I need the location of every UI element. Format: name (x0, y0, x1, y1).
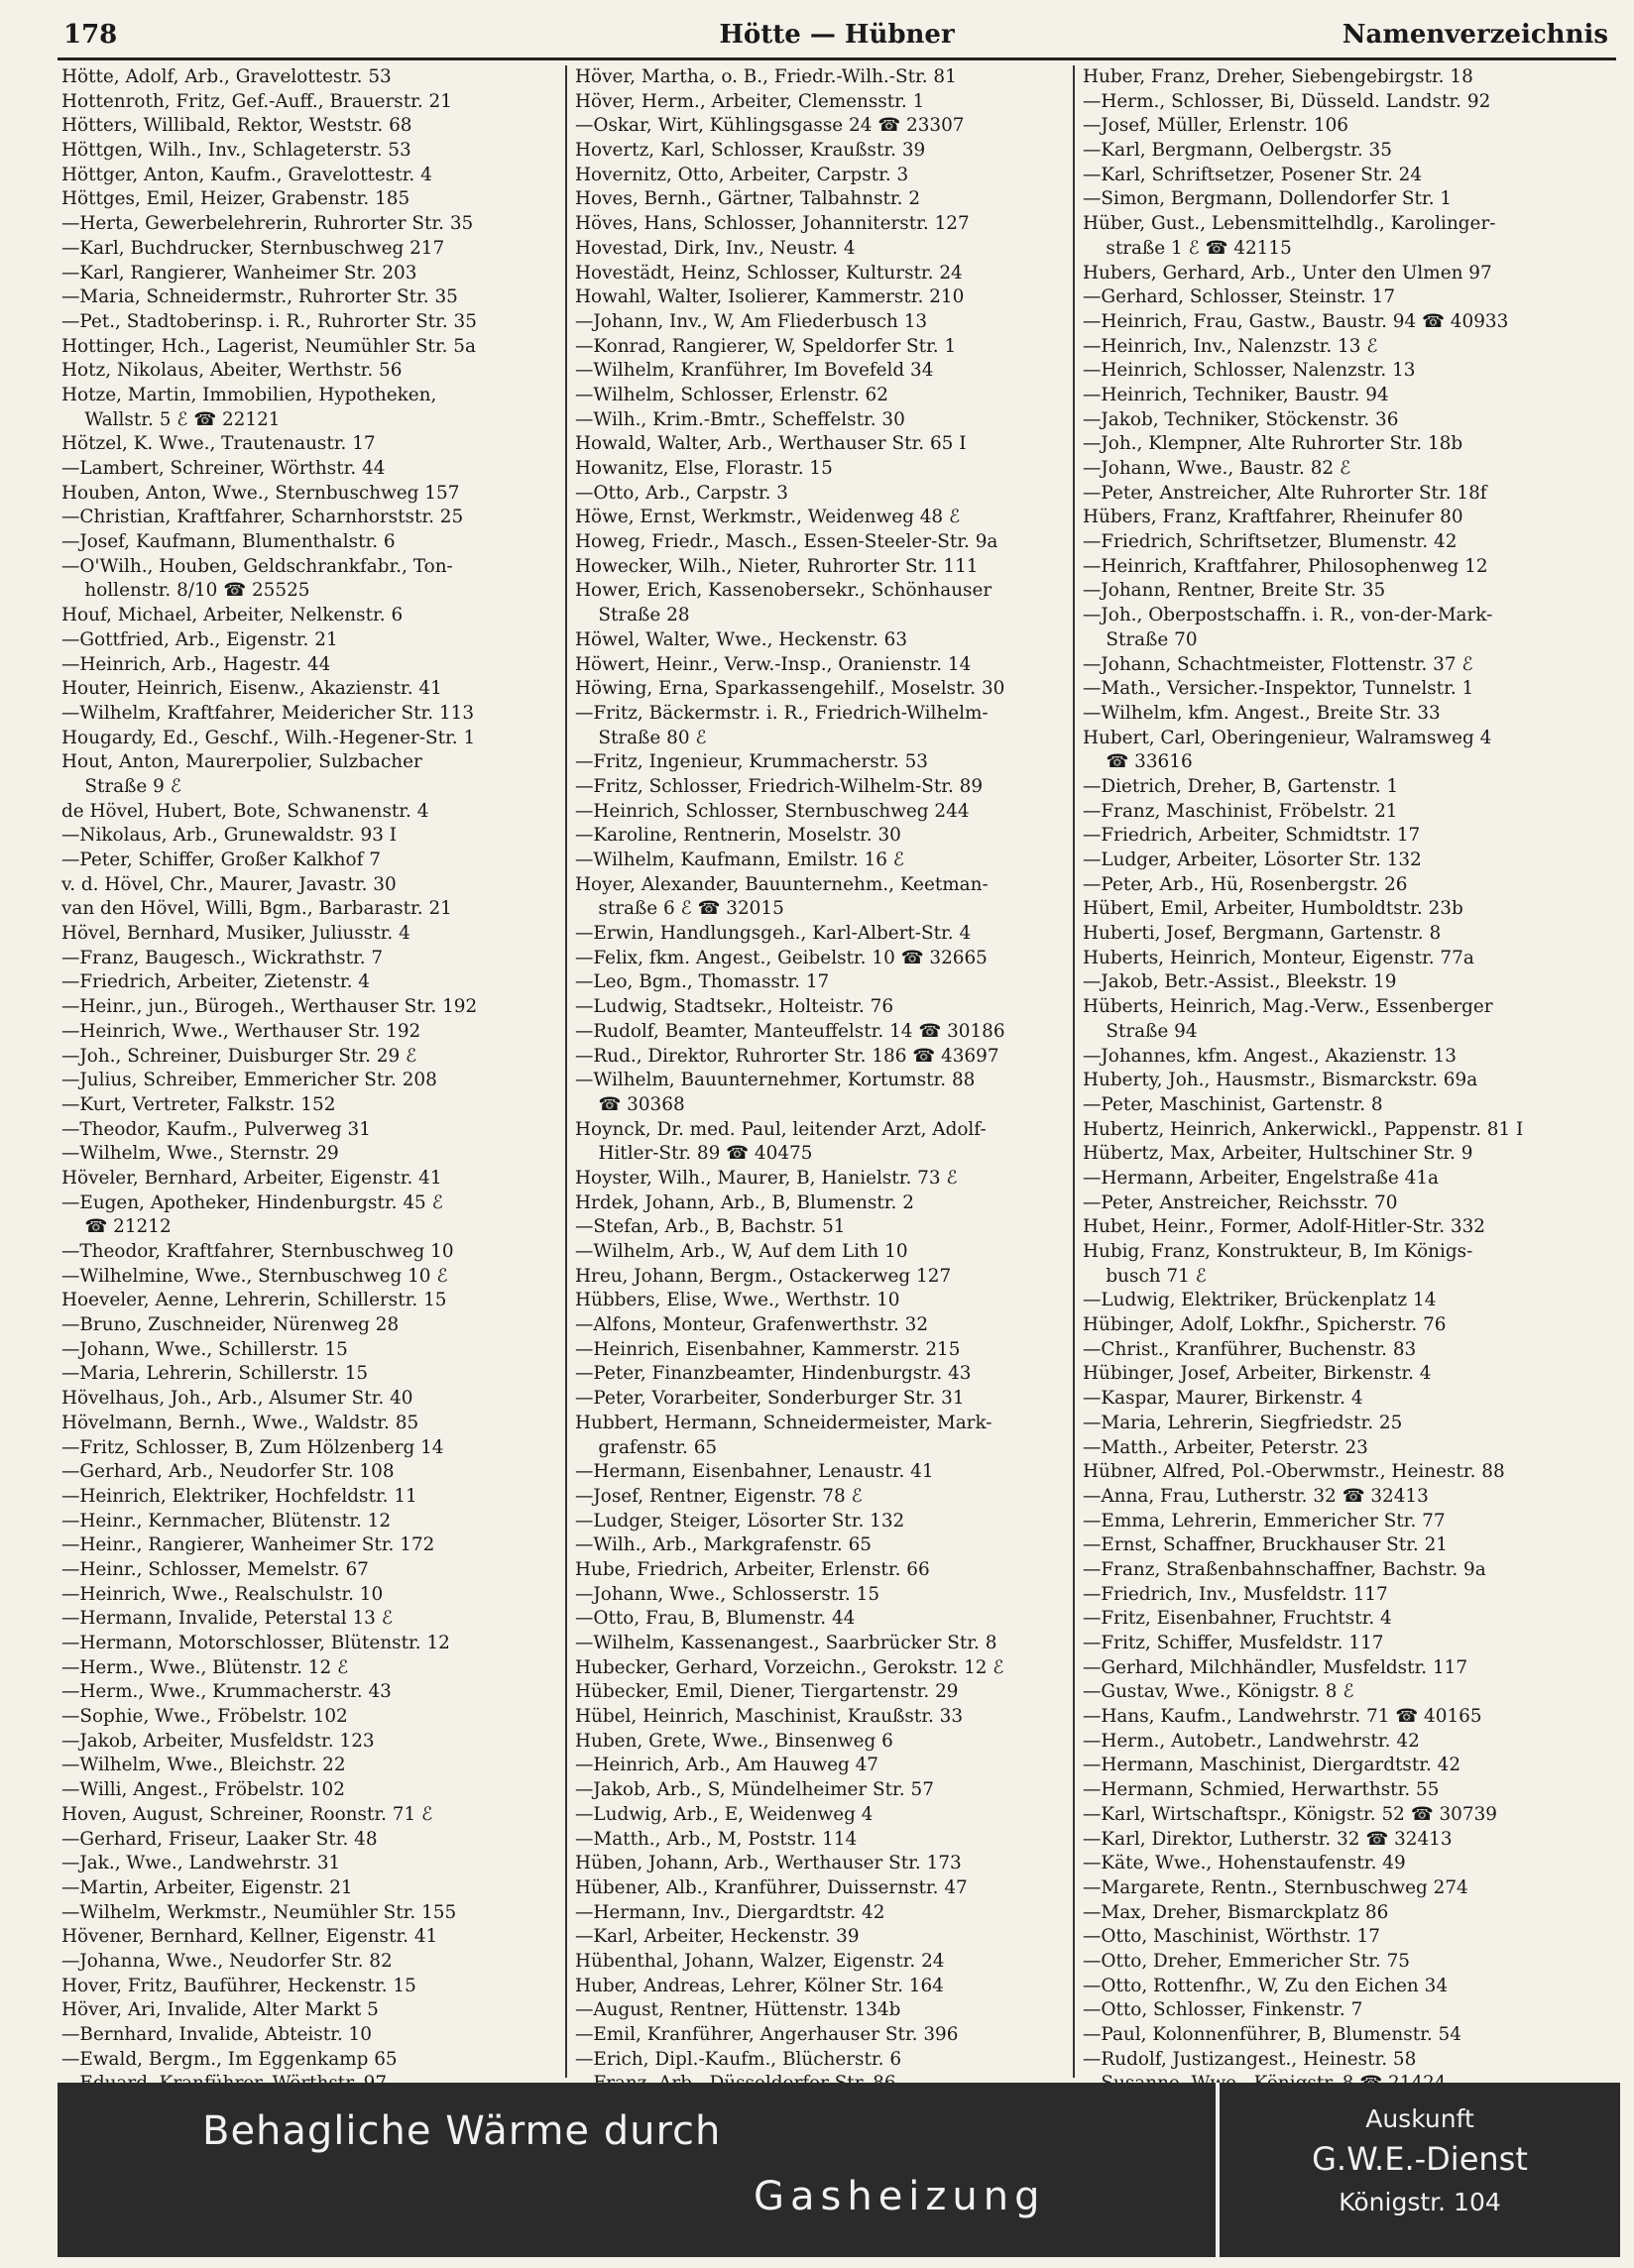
directory-entry: Houf, Michael, Arbeiter, Nelkenstr. 6 (61, 605, 404, 626)
directory-entry: —Christ., Kranführer, Buchenstr. 83 (1083, 1338, 1417, 1360)
directory-entry: —Ewald, Bergm., Im Eggenkamp 65 (61, 2048, 398, 2070)
directory-entry: Hottenroth, Fritz, Gef.-Auff., Brauerstr. 21 (61, 90, 452, 112)
directory-entry: —Gottfried, Arb., Eigenstr. 21 (61, 628, 338, 650)
directory-entry: —Hermann, Maschinist, Diergardtstr. 42 (1083, 1755, 1461, 1776)
directory-entry: Hubecker, Gerhard, Vorzeichn., Gerokstr. 12 ℰ (575, 1656, 1004, 1678)
directory-entry: —Peter, Maschinist, Gartenstr. 8 (1083, 1093, 1383, 1115)
directory-entry: —Wilhelm, Schlosser, Erlenstr. 62 (575, 384, 888, 405)
directory-entry: Howald, Walter, Arb., Werthauser Str. 65 I (575, 433, 967, 455)
directory-entry: —Heinrich, Wwe., Realschulstr. 10 (61, 1583, 384, 1605)
directory-entry: —Wilhelm, Kassenangest., Saarbrücker Str. 8 (575, 1633, 997, 1653)
directory-entry: Höver, Ari, Invalide, Alter Markt 5 (61, 1999, 379, 2021)
ad-contact (1220, 2083, 1620, 2257)
directory-entry: Hovestädt, Heinz, Schlosser, Kulturstr. 24 (575, 262, 963, 284)
directory-entry: Hövel, Bernhard, Musiker, Juliusstr. 4 (61, 923, 410, 945)
directory-entry: ☎ 21212 (61, 1216, 172, 1238)
directory-entry: —Heinrich, Schlosser, Sternbuschweg 244 (575, 800, 970, 822)
directory-entry: Hötte, Adolf, Arb., Gravelottestr. 53 (61, 66, 392, 87)
directory-entry: —Herm., Schlosser, Bi, Düsseld. Landstr. 92 (1083, 90, 1491, 112)
directory-entry: Hubbert, Hermann, Schneidermeister, Mark- (575, 1412, 992, 1433)
directory-entry: straße 6 ℰ ☎ 32015 (575, 898, 784, 920)
directory-entry: —Gerhard, Friseur, Laaker Str. 48 (61, 1828, 378, 1850)
directory-entry: —Peter, Finanzbeamter, Hindenburgstr. 43 (575, 1363, 972, 1385)
directory-entry: —Otto, Frau, B, Blumenstr. 44 (575, 1608, 856, 1630)
directory-entry: —Oskar, Wirt, Kühlingsgasse 24 ☎ 23307 (575, 115, 965, 137)
directory-entry: —Wilh., Arb., Markgrafenstr. 65 (575, 1534, 872, 1556)
directory-column-3 (1083, 65, 1582, 2074)
directory-entry: —Pet., Stadtoberinsp. i. R., Ruhrorter Str. 35 (61, 310, 477, 332)
directory-entry: —Martin, Arbeiter, Eigenstr. 21 (61, 1876, 353, 1898)
directory-column-1 (61, 65, 561, 2074)
directory-entry: busch 71 ℰ (1083, 1265, 1207, 1287)
directory-entry: Hovestad, Dirk, Inv., Neustr. 4 (575, 237, 856, 259)
directory-entry: —Franz, Baugesch., Wickrathstr. 7 (61, 947, 384, 968)
directory-entry: Straße 70 (1083, 628, 1198, 650)
directory-entry: —Lambert, Schreiner, Wörthstr. 44 (61, 458, 386, 479)
directory-entry: —Emil, Kranführer, Angerhauser Str. 396 (575, 2024, 959, 2045)
directory-entry: —Dietrich, Dreher, B, Gartenstr. 1 (1083, 775, 1399, 797)
directory-entry: Wallstr. 5 ℰ ☎ 22121 (61, 408, 281, 430)
running-title: Hötte — Hübner (719, 20, 955, 50)
directory-entry: —Wilhelm, Werkmstr., Neumühler Str. 155 (61, 1901, 457, 1923)
directory-entry: —Sophie, Wwe., Fröbelstr. 102 (61, 1706, 348, 1728)
directory-entry: hollenstr. 8/10 ☎ 25525 (61, 580, 310, 602)
directory-entry: —Johanna, Wwe., Neudorfer Str. 82 (61, 1950, 393, 1972)
directory-entry: Höwe, Ernst, Werkmstr., Weidenweg 48 ℰ (575, 507, 961, 528)
directory-entry: —Heinr., Kernmacher, Blütenstr. 12 (61, 1510, 392, 1531)
directory-entry: —Hermann, Motorschlosser, Blütenstr. 12 (61, 1633, 450, 1653)
directory-entry: —Felix, fkm. Angest., Geibelstr. 10 ☎ 32665 (575, 947, 988, 968)
directory-entry: Hrdek, Johann, Arb., B, Blumenstr. 2 (575, 1191, 914, 1213)
directory-entry: Hübener, Alb., Kranführer, Duissernstr. 47 (575, 1876, 968, 1898)
directory-entry: Hubers, Gerhard, Arb., Unter den Ulmen 97 (1083, 262, 1492, 284)
directory-entry: Huber, Franz, Dreher, Siebengebirgstr. 18 (1083, 66, 1473, 87)
directory-entry: Hubet, Heinr., Former, Adolf-Hitler-Str. 332 (1083, 1216, 1485, 1238)
ad-slogan-line1: Behagliche Wärme durch (202, 2108, 722, 2154)
directory-entry: —Stefan, Arb., B, Bachstr. 51 (575, 1216, 846, 1238)
directory-entry: —Josef, Rentner, Eigenstr. 78 ℰ (575, 1485, 863, 1507)
directory-entry: —Erich, Dipl.-Kaufm., Blücherstr. 6 (575, 2048, 902, 2070)
directory-entry: Hube, Friedrich, Arbeiter, Erlenstr. 66 (575, 1558, 930, 1580)
directory-entry: —Maria, Lehrerin, Schillerstr. 15 (61, 1363, 369, 1385)
directory-entry: Hover, Fritz, Bauführer, Heckenstr. 15 (61, 1975, 416, 1996)
directory-entry: —Jakob, Techniker, Stöckenstr. 36 (1083, 408, 1399, 430)
directory-entry: —Otto, Maschinist, Wörthstr. 17 (1083, 1926, 1380, 1948)
directory-entry: —Otto, Arb., Carpstr. 3 (575, 482, 788, 504)
directory-entry: —Maria, Lehrerin, Siegfriedstr. 25 (1083, 1412, 1403, 1433)
directory-entry: —Gustav, Wwe., Königstr. 8 ℰ (1083, 1681, 1354, 1703)
directory-entry: Straße 9 ℰ (61, 775, 181, 797)
directory-entry: —Karl, Rangierer, Wanheimer Str. 203 (61, 262, 417, 284)
directory-entry: Hübertz, Max, Arbeiter, Hultschiner Str. 9 (1083, 1143, 1473, 1165)
directory-entry: —Josef, Kaufmann, Blumenthalstr. 6 (61, 531, 396, 553)
directory-entry: Hübinger, Josef, Arbeiter, Birkenstr. 4 (1083, 1363, 1432, 1385)
directory-entry: —Hans, Kaufm., Landwehrstr. 71 ☎ 40165 (1083, 1706, 1482, 1728)
directory-entry: —Hermann, Inv., Diergardtstr. 42 (575, 1901, 885, 1923)
directory-entry: Huberts, Heinrich, Monteur, Eigenstr. 77a (1083, 947, 1474, 968)
ad-slogan-line2: Gasheizung (754, 2174, 1046, 2219)
directory-entry: —Karl, Schriftsetzer, Posener Str. 24 (1083, 164, 1423, 185)
directory-entry: —Max, Dreher, Bismarckplatz 86 (1083, 1901, 1389, 1923)
gas-heating-advertisement (58, 2083, 1620, 2257)
directory-entry: Höttgen, Wilh., Inv., Schlageterstr. 53 (61, 140, 411, 162)
directory-entry: —Karoline, Rentnerin, Moselstr. 30 (575, 825, 901, 847)
directory-entry: —Johann, Schachtmeister, Flottenstr. 37 ℰ (1083, 653, 1473, 675)
directory-entry: Höwert, Heinr., Verw.-Insp., Oranienstr. 14 (575, 653, 972, 675)
directory-entry: —Johann, Wwe., Schillerstr. 15 (61, 1338, 348, 1360)
directory-entry: —Heinrich, Arb., Am Hauweg 47 (575, 1755, 878, 1776)
directory-entry: ☎ 33616 (1083, 751, 1193, 773)
directory-entry: —Bernhard, Invalide, Abteistr. 10 (61, 2024, 372, 2045)
directory-entry: —Fritz, Eisenbahner, Fruchtstr. 4 (1083, 1608, 1392, 1630)
directory-entry: —Karl, Bergmann, Oelbergstr. 35 (1083, 140, 1392, 162)
directory-entry: —Josef, Müller, Erlenstr. 106 (1083, 115, 1348, 137)
directory-entry: Hitler-Str. 89 ☎ 40475 (575, 1143, 813, 1165)
directory-entry: Hötzel, K. Wwe., Trautenaustr. 17 (61, 433, 376, 455)
directory-entry: —Leo, Bgm., Thomasstr. 17 (575, 971, 830, 993)
directory-entry: Hout, Anton, Maurerpolier, Sulzbacher (61, 751, 422, 773)
directory-entry: —Erwin, Handlungsgeh., Karl-Albert-Str. 4 (575, 923, 972, 945)
directory-entry: —Johann, Wwe., Baustr. 82 ℰ (1083, 458, 1351, 479)
directory-entry: —Rud., Direktor, Ruhrorter Str. 186 ☎ 43697 (575, 1045, 999, 1067)
directory-entry: —Christian, Kraftfahrer, Scharnhorststr. 25 (61, 507, 464, 528)
directory-entry: Hoeveler, Aenne, Lehrerin, Schillerstr. 15 (61, 1290, 447, 1311)
directory-entry: —August, Rentner, Hüttenstr. 134b (575, 1999, 901, 2021)
directory-entry: —Gerhard, Schlosser, Steinstr. 17 (1083, 286, 1396, 308)
directory-entry: —Konrad, Rangierer, W, Speldorfer Str. 1 (575, 335, 957, 357)
directory-entry: —O'Wilh., Houben, Geldschrankfabr., Ton- (61, 555, 453, 577)
directory-entry: —Peter, Schiffer, Großer Kalkhof 7 (61, 850, 381, 870)
directory-entry: Höwel, Walter, Wwe., Heckenstr. 63 (575, 628, 908, 650)
directory-entry: —Bruno, Zuschneider, Nürenweg 28 (61, 1314, 400, 1336)
directory-entry: Hübbers, Elise, Wwe., Werthstr. 10 (575, 1290, 900, 1311)
directory-entry: Hoves, Bernh., Gärtner, Talbahnstr. 2 (575, 188, 921, 210)
directory-entry: —Gerhard, Milchhändler, Musfeldstr. 117 (1083, 1656, 1468, 1678)
directory-entry: —Julius, Schreiber, Emmericher Str. 208 (61, 1070, 437, 1091)
directory-entry: —Jakob, Arbeiter, Musfeldstr. 123 (61, 1730, 375, 1752)
directory-entry: —Hermann, Eisenbahner, Lenaustr. 41 (575, 1461, 934, 1483)
directory-entry: —Otto, Rottenfhr., W, Zu den Eichen 34 (1083, 1975, 1449, 1996)
directory-entry: —Friedrich, Arbeiter, Zietenstr. 4 (61, 971, 370, 993)
directory-entry: —Friedrich, Arbeiter, Schmidtstr. 17 (1083, 825, 1421, 847)
ad-contact-label: Auskunft (1365, 2104, 1474, 2133)
directory-entry: —Jakob, Arb., S, Mündelheimer Str. 57 (575, 1779, 934, 1801)
directory-entry: Hüben, Johann, Arb., Werthauser Str. 173 (575, 1853, 962, 1874)
directory-entry: —Rudolf, Beamter, Manteuffelstr. 14 ☎ 30186 (575, 1020, 1005, 1042)
directory-entry: Höttges, Emil, Heizer, Grabenstr. 185 (61, 188, 410, 210)
directory-entry: —Wilhelm, kfm. Angest., Breite Str. 33 (1083, 702, 1441, 724)
directory-entry: —Peter, Anstreicher, Reichsstr. 70 (1083, 1191, 1398, 1213)
directory-entry: —Heinrich, Inv., Nalenzstr. 13 ℰ (1083, 335, 1378, 357)
directory-entry: Hübecker, Emil, Diener, Tiergartenstr. 29 (575, 1681, 959, 1703)
page-number: 178 (63, 20, 118, 50)
directory-entry: Hubig, Franz, Konstrukteur, B, Im Königs- (1083, 1241, 1473, 1262)
directory-entry: —Rudolf, Justizangest., Heinestr. 58 (1083, 2048, 1417, 2070)
directory-entry: —Ludger, Arbeiter, Lösorter Str. 132 (1083, 850, 1422, 870)
directory-entry: —Alfons, Monteur, Grafenwerthstr. 32 (575, 1314, 929, 1336)
directory-entry: Houter, Heinrich, Eisenw., Akazienstr. 41 (61, 678, 442, 700)
directory-entry: Hübinger, Adolf, Lokfhr., Spicherstr. 76 (1083, 1314, 1447, 1336)
directory-entry: Huber, Andreas, Lehrer, Kölner Str. 164 (575, 1975, 944, 1996)
page-header (58, 14, 1616, 60)
directory-entry: —Karl, Arbeiter, Heckenstr. 39 (575, 1926, 860, 1948)
directory-entry: —Ludwig, Arb., E, Weidenweg 4 (575, 1803, 874, 1825)
directory-entry: —Herta, Gewerbelehrerin, Ruhrorter Str. 35 (61, 213, 474, 235)
directory-entry: —Hermann, Arbeiter, Engelstraße 41a (1083, 1167, 1440, 1189)
directory-entry: Huberty, Joh., Hausmstr., Bismarckstr. 69a (1083, 1070, 1478, 1091)
directory-entry: Hreu, Johann, Bergm., Ostackerweg 127 (575, 1265, 952, 1287)
directory-entry: —Heinrich, Schlosser, Nalenzstr. 13 (1083, 360, 1416, 382)
directory-entry: —Wilhelmine, Wwe., Sternbuschweg 10 ℰ (61, 1265, 448, 1287)
directory-entry: Hotz, Nikolaus, Abeiter, Werthstr. 56 (61, 360, 403, 382)
directory-entry: —Ludwig, Elektriker, Brückenplatz 14 (1083, 1290, 1437, 1311)
directory-entry: —Herm., Wwe., Blütenstr. 12 ℰ (61, 1656, 349, 1678)
directory-entry: —Maria, Schneidermstr., Ruhrorter Str. 35 (61, 286, 458, 308)
directory-entry: —Peter, Anstreicher, Alte Ruhrorter Str. 18f (1083, 482, 1487, 504)
section-title: Namenverzeichnis (1342, 20, 1608, 50)
directory-entry: —Fritz, Schiffer, Musfeldstr. 117 (1083, 1633, 1384, 1653)
directory-entry: Hübert, Emil, Arbeiter, Humboldtstr. 23b (1083, 898, 1463, 920)
column-divider (565, 65, 567, 2078)
directory-entry: Hoynck, Dr. med. Paul, leitender Arzt, Adolf- (575, 1118, 987, 1140)
directory-entry: Hübers, Franz, Kraftfahrer, Rheinufer 80 (1083, 507, 1463, 528)
column-divider (1073, 65, 1075, 2078)
directory-entry: Howahl, Walter, Isolierer, Kammerstr. 210 (575, 286, 965, 308)
directory-entry: —Johann, Rentner, Breite Str. 35 (1083, 580, 1386, 602)
directory-entry: Hötters, Willibald, Rektor, Weststr. 68 (61, 115, 412, 137)
directory-entry: —Jak., Wwe., Landwehrstr. 31 (61, 1853, 341, 1874)
directory-entry: Straße 28 (575, 605, 690, 626)
directory-entry: —Fritz, Schlosser, Friedrich-Wilhelm-Str. 89 (575, 775, 984, 797)
directory-entry: —Margarete, Rentn., Sternbuschweg 274 (1083, 1876, 1468, 1898)
directory-entry: —Wilhelm, Kranführer, Im Bovefeld 34 (575, 360, 934, 382)
directory-entry: —Paul, Kolonnenführer, B, Blumenstr. 54 (1083, 2024, 1461, 2045)
directory-entry: Höves, Hans, Schlosser, Johanniterstr. 127 (575, 213, 970, 235)
directory-entry: —Johann, Inv., W, Am Fliederbusch 13 (575, 310, 928, 332)
directory-entry: —Ernst, Schaffner, Bruckhauser Str. 21 (1083, 1534, 1448, 1556)
directory-entry: —Matth., Arb., M, Poststr. 114 (575, 1828, 858, 1850)
directory-entry: Hubertz, Heinrich, Ankerwickl., Pappenstr. 81 I (1083, 1118, 1524, 1140)
directory-entry: Howanitz, Else, Florastr. 15 (575, 458, 833, 479)
directory-entry: Hüberts, Heinrich, Mag.-Verw., Essenberger (1083, 996, 1493, 1018)
directory-entry: —Heinrich, Techniker, Baustr. 94 (1083, 384, 1389, 405)
directory-entry: —Kurt, Vertreter, Falkstr. 152 (61, 1093, 336, 1115)
directory-entry: —Wilh., Krim.-Bmtr., Scheffelstr. 30 (575, 408, 905, 430)
directory-entry: de Hövel, Hubert, Bote, Schwanenstr. 4 (61, 800, 429, 822)
directory-entry: —Math., Versicher.-Inspektor, Tunnelstr. 1 (1083, 678, 1474, 700)
directory-entry: —Friedrich, Schriftsetzer, Blumenstr. 42 (1083, 531, 1458, 553)
directory-entry: —Joh., Schreiner, Duisburger Str. 29 ℰ (61, 1045, 417, 1067)
directory-entry: —Friedrich, Inv., Musfeldstr. 117 (1083, 1583, 1388, 1605)
ad-slogan (58, 2083, 1214, 2257)
directory-entry: —Heinrich, Kraftfahrer, Philosophenweg 12 (1083, 555, 1488, 577)
directory-entry: Höver, Herm., Arbeiter, Clemensstr. 1 (575, 90, 925, 112)
directory-entry: —Peter, Vorarbeiter, Sonderburger Str. 31 (575, 1388, 965, 1410)
directory-entry: —Herm., Wwe., Krummacherstr. 43 (61, 1681, 392, 1703)
directory-entry: —Matth., Arbeiter, Peterstr. 23 (1083, 1436, 1368, 1458)
directory-entry: —Wilhelm, Kraftfahrer, Meidericher Str. 113 (61, 702, 475, 724)
directory-entry: Hower, Erich, Kassenobersekr., Schönhauser (575, 580, 992, 602)
directory-entry: Hougardy, Ed., Geschf., Wilh.-Hegener-Str. 1 (61, 727, 476, 748)
directory-entry: —Wilhelm, Bauunternehmer, Kortumstr. 88 (575, 1070, 976, 1091)
directory-entry: Hubert, Carl, Oberingenieur, Walramsweg 4 (1083, 727, 1492, 748)
directory-entry: —Wilhelm, Kaufmann, Emilstr. 16 ℰ (575, 850, 904, 870)
directory-entry: —Peter, Arb., Hü, Rosenbergstr. 26 (1083, 873, 1408, 895)
directory-entry: Höveler, Bernhard, Arbeiter, Eigenstr. 41 (61, 1167, 442, 1189)
directory-entry: —Heinr., Schlosser, Memelstr. 67 (61, 1558, 369, 1580)
directory-entry: Hüber, Gust., Lebensmittelhdlg., Karolinger- (1083, 213, 1496, 235)
directory-entry: —Heinrich, Elektriker, Hochfeldstr. 11 (61, 1485, 417, 1507)
directory-entry: —Ludwig, Stadtsekr., Holteistr. 76 (575, 996, 894, 1018)
directory-entry: Hübel, Heinrich, Maschinist, Kraußstr. 33 (575, 1706, 964, 1728)
directory-entry: —Heinr., Rangierer, Wanheimer Str. 172 (61, 1534, 435, 1556)
directory-entry: Höver, Martha, o. B., Friedr.-Wilh.-Str. 81 (575, 66, 957, 87)
directory-entry: Howeg, Friedr., Masch., Essen-Steeler-Str. 9a (575, 531, 998, 553)
directory-entry: —Fritz, Bäckermstr. i. R., Friedrich-Wilhelm- (575, 702, 989, 724)
directory-entry: —Fritz, Ingenieur, Krummacherstr. 53 (575, 751, 929, 773)
directory-entry: —Simon, Bergmann, Dollendorfer Str. 1 (1083, 188, 1453, 210)
directory-entry: Hövelmann, Bernh., Wwe., Waldstr. 85 (61, 1412, 419, 1433)
directory-entry: —Eugen, Apotheker, Hindenburgstr. 45 ℰ (61, 1191, 443, 1213)
directory-entry: Hovernitz, Otto, Arbeiter, Carpstr. 3 (575, 164, 909, 185)
directory-entry: Hübenthal, Johann, Walzer, Eigenstr. 24 (575, 1950, 945, 1972)
directory-entry: —Franz, Maschinist, Fröbelstr. 21 (1083, 800, 1398, 822)
directory-column-2 (575, 65, 1075, 2074)
directory-entry: —Herm., Autobetr., Landwehrstr. 42 (1083, 1730, 1420, 1752)
directory-entry: Howecker, Wilh., Nieter, Ruhrorter Str. 111 (575, 555, 979, 577)
directory-entry: —Karl, Buchdrucker, Sternbuschweg 217 (61, 237, 445, 259)
directory-entry: Hotze, Martin, Immobilien, Hypotheken, (61, 384, 437, 405)
directory-columns (58, 65, 1616, 2074)
directory-entry: —Hermann, Schmied, Herwarthstr. 55 (1083, 1779, 1440, 1801)
directory-entry: —Fritz, Schlosser, B, Zum Hölzenberg 14 (61, 1436, 444, 1458)
directory-entry: —Jakob, Betr.-Assist., Bleekstr. 19 (1083, 971, 1397, 993)
directory-entry: Hovertz, Karl, Schlosser, Kraußstr. 39 (575, 140, 926, 162)
directory-entry: v. d. Hövel, Chr., Maurer, Javastr. 30 (61, 873, 397, 895)
ad-company: G.W.E.-Dienst (1312, 2140, 1528, 2178)
directory-entry: —Heinrich, Eisenbahner, Kammerstr. 215 (575, 1338, 961, 1360)
directory-entry: —Anna, Frau, Lutherstr. 32 ☎ 32413 (1083, 1485, 1429, 1507)
directory-entry: —Johannes, kfm. Angest., Akazienstr. 13 (1083, 1045, 1457, 1067)
directory-entry: Hoyster, Wilh., Maurer, B, Hanielstr. 73 ℰ (575, 1167, 958, 1189)
directory-entry: Huben, Grete, Wwe., Binsenweg 6 (575, 1730, 893, 1752)
directory-entry: grafenstr. 65 (575, 1436, 718, 1458)
directory-entry: —Joh., Oberpostschaffn. i. R., von-der-Mark- (1083, 605, 1493, 626)
directory-entry: Hoven, August, Schreiner, Roonstr. 71 ℰ (61, 1803, 433, 1825)
directory-entry: van den Hövel, Willi, Bgm., Barbarastr. 21 (61, 898, 452, 920)
directory-entry: —Wilhelm, Arb., W, Auf dem Lith 10 (575, 1241, 908, 1262)
directory-entry: —Gerhard, Arb., Neudorfer Str. 108 (61, 1461, 395, 1483)
directory-entry: —Karl, Wirtschaftspr., Königstr. 52 ☎ 30739 (1083, 1803, 1497, 1825)
directory-entry: —Hermann, Invalide, Peterstal 13 ℰ (61, 1608, 393, 1630)
directory-entry: Hottinger, Hch., Lagerist, Neumühler Str. 5a (61, 335, 476, 357)
directory-entry: Hoyer, Alexander, Bauunternehm., Keetman- (575, 873, 989, 895)
directory-entry: —Emma, Lehrerin, Emmericher Str. 77 (1083, 1510, 1446, 1531)
directory-entry: ☎ 30368 (575, 1093, 685, 1115)
directory-entry: —Wilhelm, Wwe., Bleichstr. 22 (61, 1755, 346, 1776)
directory-entry: Straße 80 ℰ (575, 727, 707, 748)
directory-entry: —Franz, Straßenbahnschaffner, Bachstr. 9a (1083, 1558, 1486, 1580)
directory-entry: —Heinr., jun., Bürogeh., Werthauser Str. 192 (61, 996, 478, 1018)
directory-entry: Houben, Anton, Wwe., Sternbuschweg 157 (61, 482, 460, 504)
directory-entry: Straße 94 (1083, 1020, 1198, 1042)
directory-entry: —Nikolaus, Arb., Grunewaldstr. 93 I (61, 825, 397, 847)
directory-entry: Höttger, Anton, Kaufm., Gravelottestr. 4 (61, 164, 432, 185)
directory-entry: —Otto, Schlosser, Finkenstr. 7 (1083, 1999, 1363, 2021)
directory-entry: —Otto, Dreher, Emmericher Str. 75 (1083, 1950, 1410, 1972)
directory-entry: Hövener, Bernhard, Kellner, Eigenstr. 41 (61, 1926, 438, 1948)
directory-entry: —Willi, Angest., Fröbelstr. 102 (61, 1779, 345, 1801)
directory-entry: Hövelhaus, Joh., Arb., Alsumer Str. 40 (61, 1388, 413, 1410)
directory-entry: —Theodor, Kraftfahrer, Sternbuschweg 10 (61, 1241, 454, 1262)
directory-entry: —Heinrich, Frau, Gastw., Baustr. 94 ☎ 40933 (1083, 310, 1509, 332)
directory-entry: —Wilhelm, Wwe., Sternstr. 29 (61, 1143, 339, 1165)
directory-entry: —Joh., Klempner, Alte Ruhrorter Str. 18b (1083, 433, 1463, 455)
directory-entry: —Johann, Wwe., Schlosserstr. 15 (575, 1583, 880, 1605)
directory-entry: —Karl, Direktor, Lutherstr. 32 ☎ 32413 (1083, 1828, 1453, 1850)
directory-entry: Hübner, Alfred, Pol.-Oberwmstr., Heinestr. 88 (1083, 1461, 1505, 1483)
directory-entry: —Heinrich, Wwe., Werthauser Str. 192 (61, 1020, 421, 1042)
directory-entry: Höwing, Erna, Sparkassengehilf., Moselstr. 30 (575, 678, 1005, 700)
directory-entry: —Kaspar, Maurer, Birkenstr. 4 (1083, 1388, 1363, 1410)
directory-entry: —Theodor, Kaufm., Pulverweg 31 (61, 1118, 371, 1140)
directory-entry: Huberti, Josef, Bergmann, Gartenstr. 8 (1083, 923, 1442, 945)
directory-entry: —Ludger, Steiger, Lösorter Str. 132 (575, 1510, 905, 1531)
ad-address: Königstr. 104 (1339, 2188, 1501, 2216)
directory-entry: —Heinrich, Arb., Hagestr. 44 (61, 653, 331, 675)
directory-entry: straße 1 ℰ ☎ 42115 (1083, 237, 1292, 259)
directory-entry: —Käte, Wwe., Hohenstaufenstr. 49 (1083, 1853, 1406, 1874)
